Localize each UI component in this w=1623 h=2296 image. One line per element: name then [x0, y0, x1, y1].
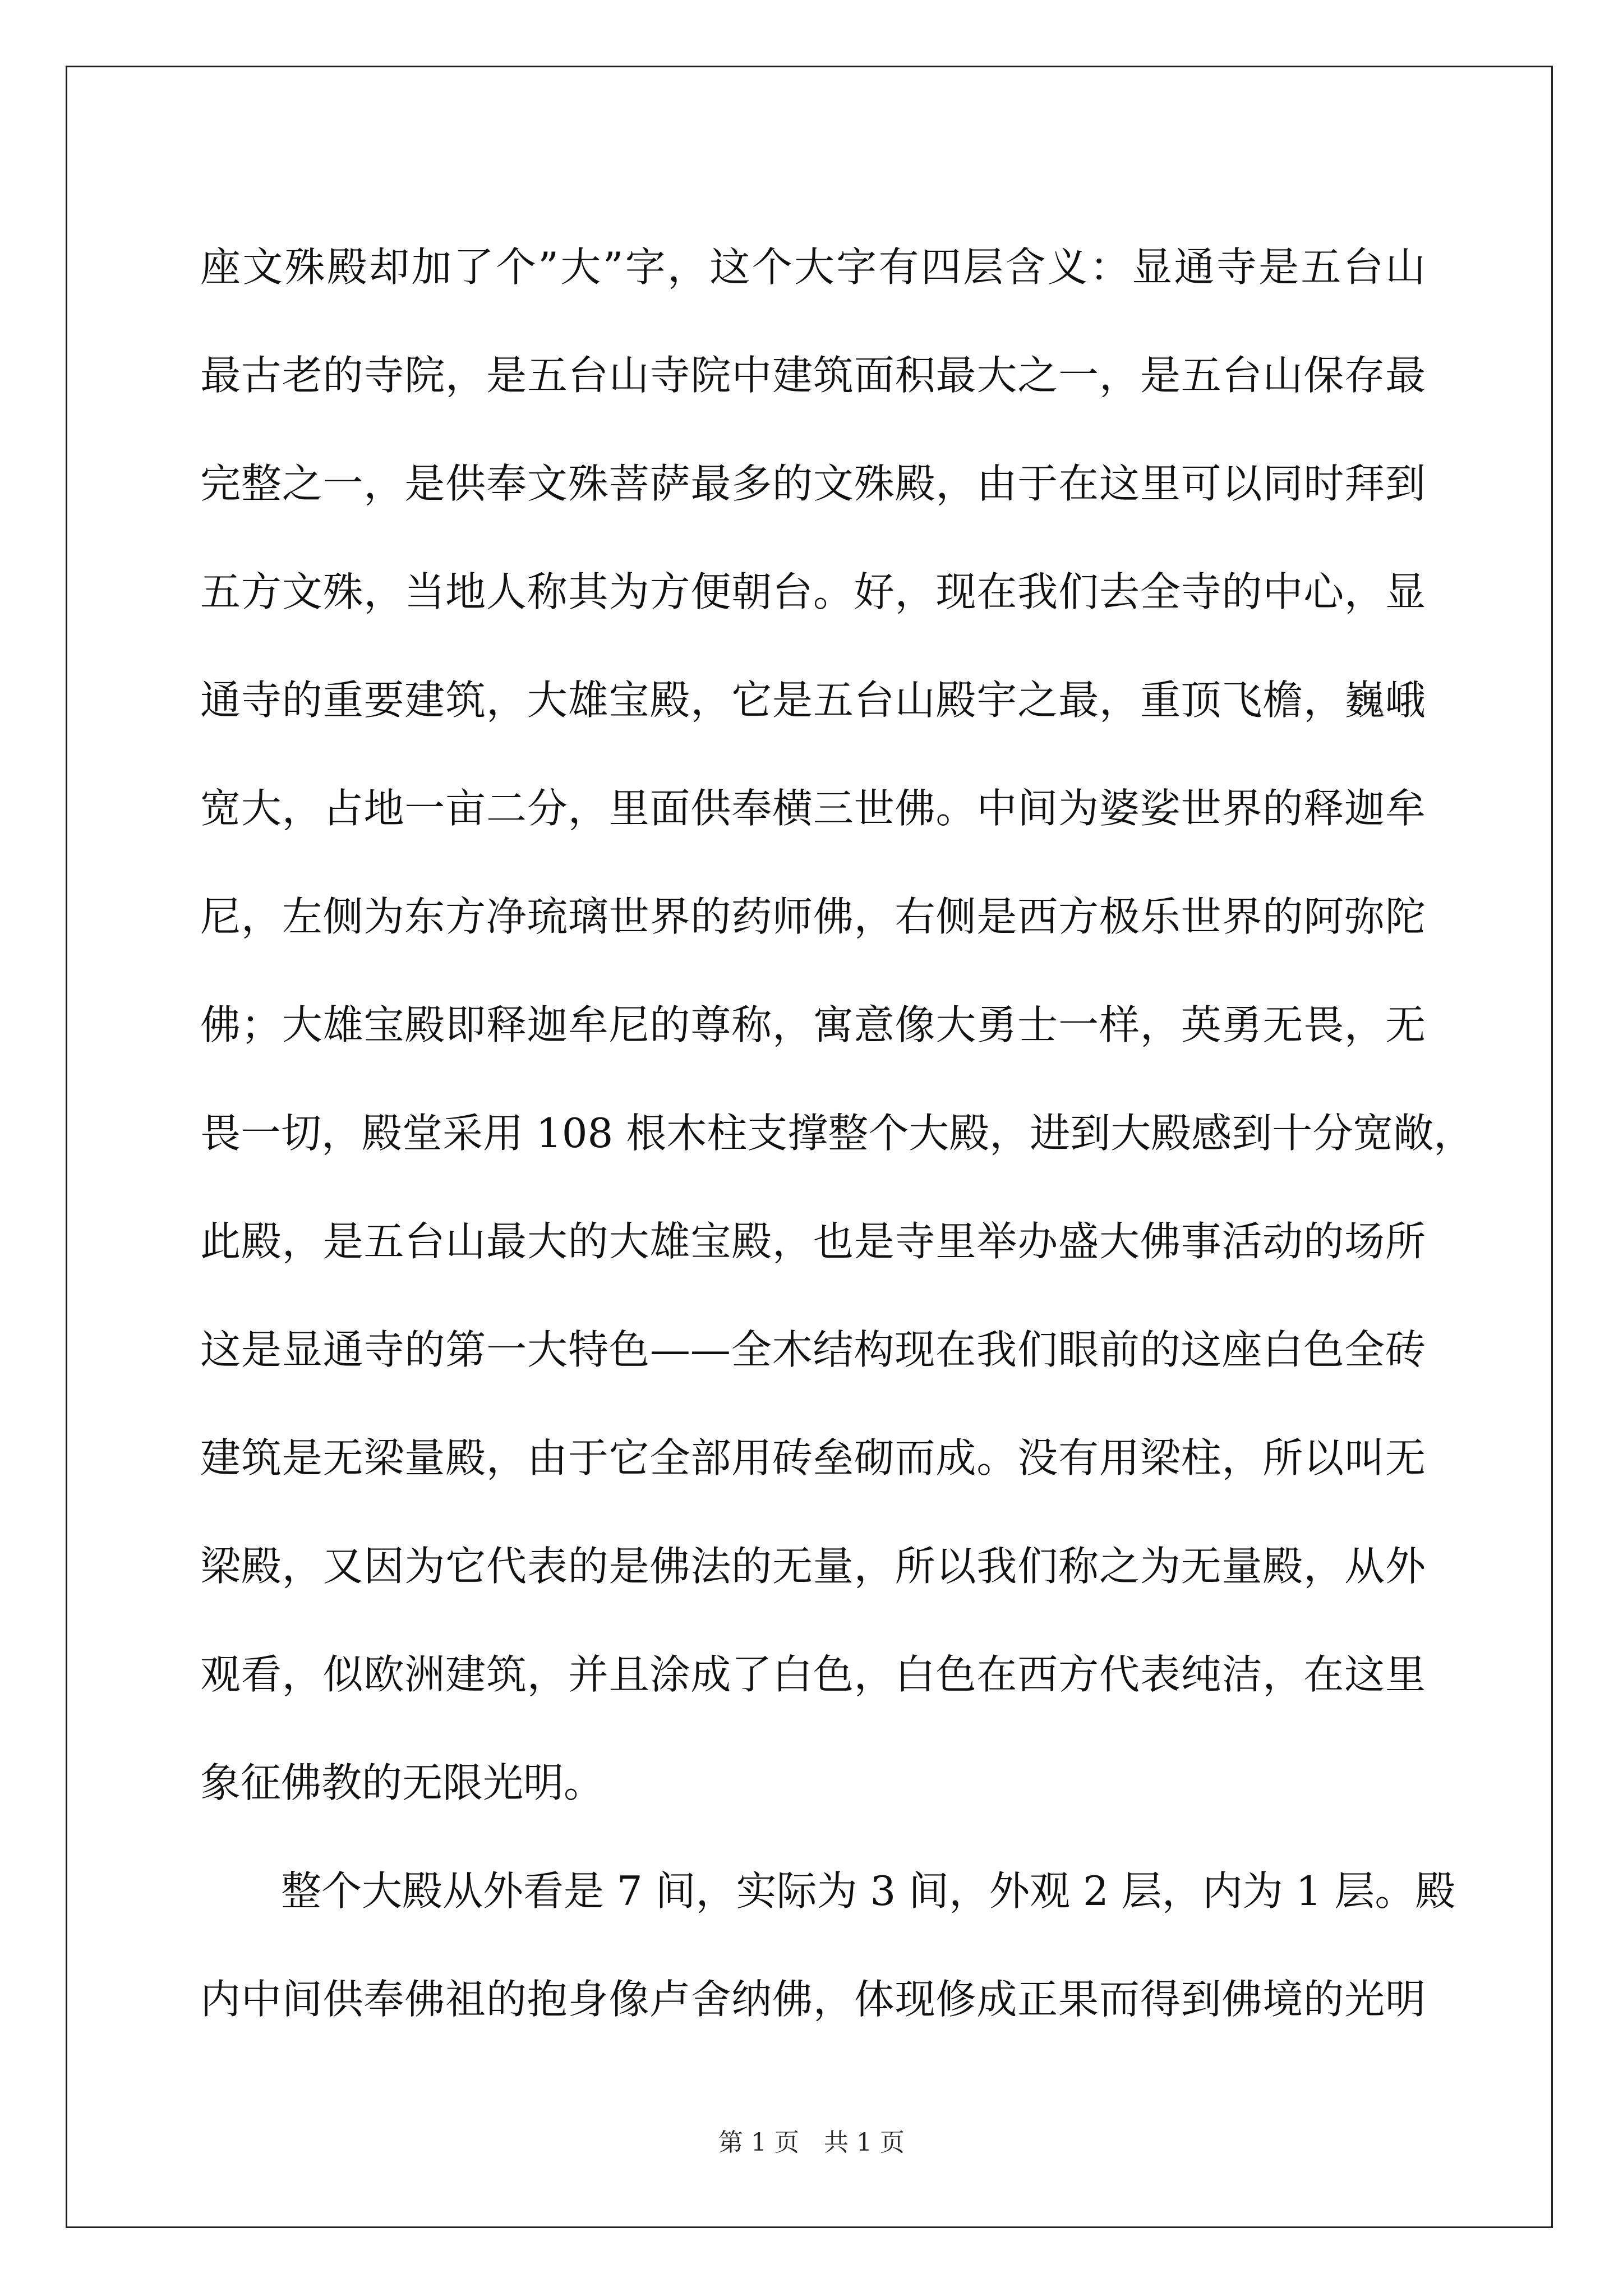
text-line: 完整之一，是供奉文殊菩萨最多的文殊殿，由于在这里可以同时拜到 [200, 460, 1426, 507]
text-line: 观看，似欧洲建筑，并且涂成了白色，白色在西方代表纯洁，在这里 [200, 1651, 1426, 1698]
text-line: 五方文殊，当地人称其为方便朝台。好，现在我们去全寺的中心，显 [200, 568, 1426, 615]
text-line: 通寺的重要建筑，大雄宝殿，它是五台山殿宇之最，重顶飞檐，巍峨 [200, 677, 1426, 724]
text-line: 内中间供奉佛祖的抱身像卢舍纳佛，体现修成正果而得到佛境的光明 [200, 1976, 1426, 2023]
text-line: 此殿，是五台山最大的大雄宝殿，也是寺里举办盛大佛事活动的场所 [200, 1218, 1426, 1265]
text-line: 整个大殿从外看是 7 间，实际为 3 间，外观 2 层，内为 1 层。殿 [281, 1867, 1456, 1915]
text-line: 最古老的寺院，是五台山寺院中建筑面积最大之一，是五台山保存最 [200, 352, 1426, 399]
text-line: 这是显通寺的第一大特色——全木结构现在我们眼前的这座白色全砖 [200, 1326, 1426, 1373]
text-line: 建筑是无梁量殿，由于它全部用砖垒砌而成。没有用梁柱，所以叫无 [200, 1434, 1426, 1481]
document-body [200, 213, 1474, 2054]
text-line: 尼，左侧为东方净琉璃世界的药师佛，右侧是西方极乐世界的阿弥陀 [200, 893, 1426, 940]
text-line: 宽大，占地一亩二分，里面供奉横三世佛。中间为婆娑世界的释迦牟 [200, 785, 1426, 832]
text-line: 佛；大雄宝殿即释迦牟尼的尊称，寓意像大勇士一样，英勇无畏，无 [200, 1001, 1426, 1048]
page-footer: 第 1 页 共 1 页 [718, 2128, 905, 2157]
text-line: 畏一切，殿堂采用 108 根木柱支撑整个大殿，进到大殿感到十分宽敞， [200, 1110, 1474, 1157]
text-line: 座文殊殿却加了个”大”字，这个大字有四层含义：显通寺是五台山 [200, 243, 1426, 291]
paragraph-2 [200, 1837, 1456, 2054]
text-line: 象征佛教的无限光明。 [200, 1759, 605, 1806]
text-line: 梁殿，又因为它代表的是佛法的无量，所以我们称之为无量殿，从外 [200, 1543, 1426, 1590]
paragraph-1 [200, 213, 1474, 1837]
